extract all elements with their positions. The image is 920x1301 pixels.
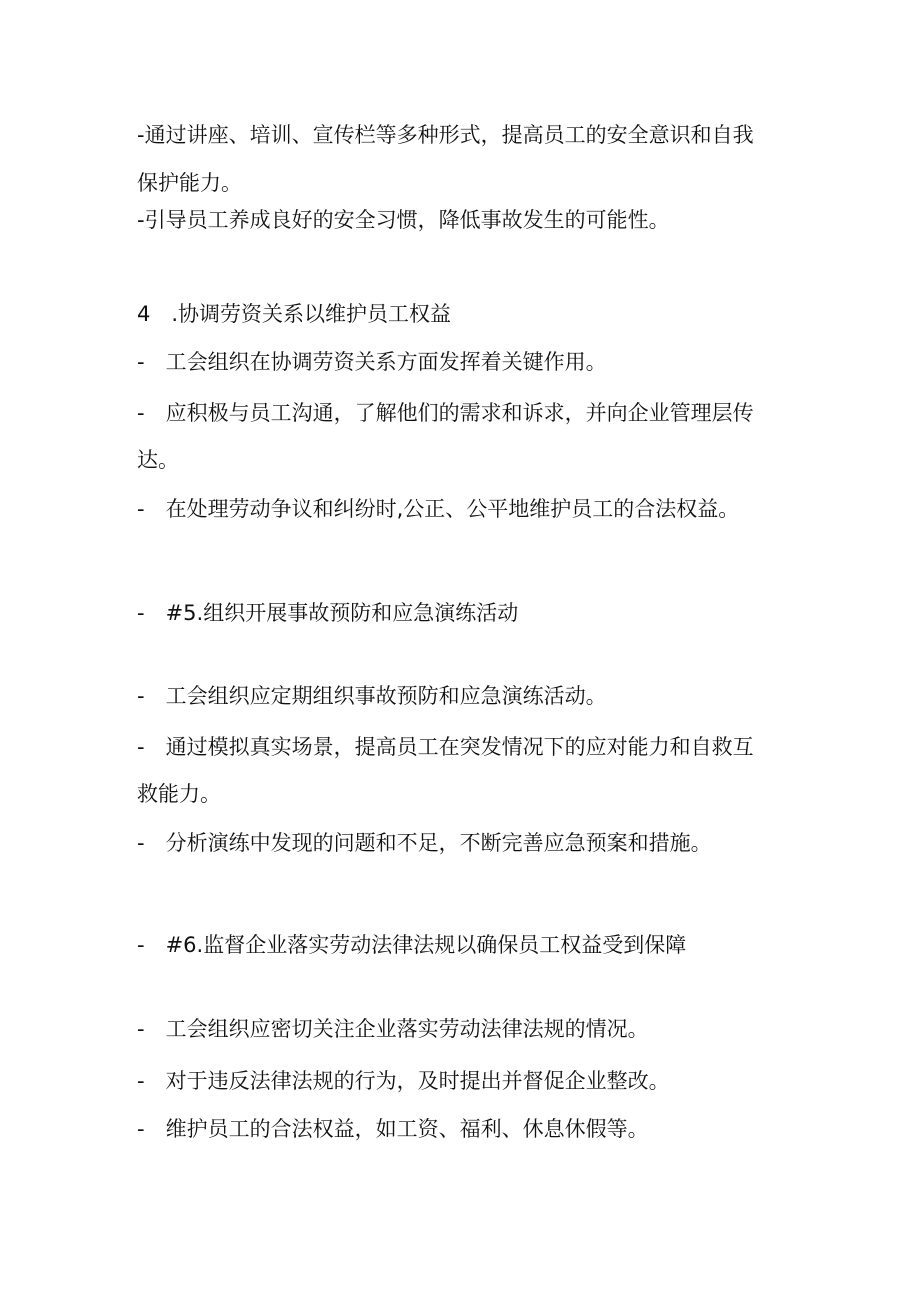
paragraph-line: - 分析演练中发现的问题和不足，不断完善应急预案和措施。 xyxy=(137,831,712,855)
paragraph-line: - 工会组织应密切关注企业落实劳动法律法规的情况。 xyxy=(137,1017,649,1041)
paragraph-line: -引导员工养成良好的安全习惯，降低事故发生的可能性。 xyxy=(137,208,670,232)
paragraph-line: 救能力。 xyxy=(137,782,221,806)
paragraph-line: - 工会组织在协调劳资关系方面发挥着关键作用。 xyxy=(137,350,607,374)
paragraph-line: - 在处理劳动争议和纠纷时,公正、公平地维护员工的合法权益。 xyxy=(137,497,740,521)
paragraph-line: - 对于违反法律法规的行为，及时提出并督促企业整改。 xyxy=(137,1069,670,1093)
paragraph-line: - 通过模拟真实场景，提高员工在突发情况下的应对能力和自救互 xyxy=(137,735,754,759)
paragraph-line: 达。 xyxy=(137,448,179,472)
section-heading: - #5.组织开展事故预防和应急演练活动 xyxy=(137,601,519,625)
paragraph-line: - 工会组织应定期组织事故预防和应急演练活动。 xyxy=(137,684,607,708)
paragraph-line: 保护能力。 xyxy=(137,171,242,195)
paragraph-line: -通过讲座、培训、宣传栏等多种形式，提高员工的安全意识和自我 xyxy=(137,123,754,147)
paragraph-line: - 应积极与员工沟通，了解他们的需求和诉求，并向企业管理层传 xyxy=(137,401,754,425)
section-heading: 4 .协调劳资关系以维护员工权益 xyxy=(137,302,452,326)
section-heading: - #6.监督企业落实劳动法律法规以确保员工权益受到保障 xyxy=(137,933,687,957)
paragraph-line: - 维护员工的合法权益，如工资、福利、休息休假等。 xyxy=(137,1117,649,1141)
